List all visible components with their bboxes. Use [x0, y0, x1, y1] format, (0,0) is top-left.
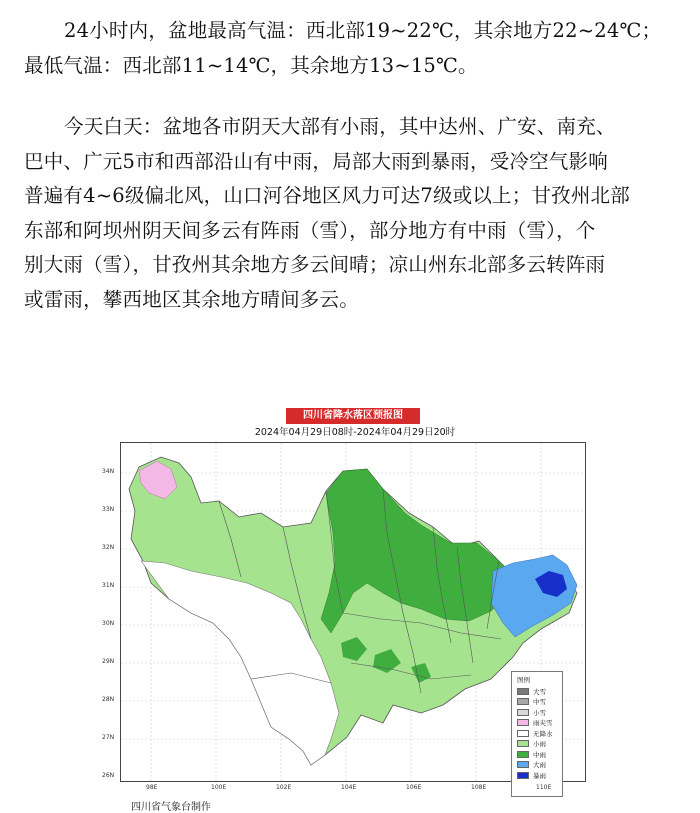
temperature-line-2: 最低气温：西北部11~14℃，其余地方13~15℃。 [24, 53, 478, 77]
legend-item: 无降水 [512, 728, 562, 739]
longitude-tick: 106E [406, 784, 422, 791]
legend-swatch [517, 698, 529, 705]
legend-swatch [517, 709, 529, 716]
map-subtitle: 2024年04月29日08时-2024年04月29日20时 [254, 427, 456, 438]
longitude-tick: 108E [471, 784, 487, 791]
latitude-tick: 33N [102, 506, 115, 513]
legend-swatch [517, 719, 529, 726]
legend-swatch [517, 688, 529, 695]
map-title: 四川省降水落区预报图 [286, 408, 420, 424]
latitude-tick: 29N [102, 658, 115, 665]
latitude-tick: 34N [102, 468, 115, 475]
legend-swatch [517, 772, 529, 779]
map-credit: 四川省气象台制作 [131, 802, 211, 813]
legend-item: 中雪 [512, 697, 562, 708]
forecast-line: 普遍有4~6级偏北风，山口河谷地区风力可达7级或以上；甘孜州北部 [24, 184, 630, 207]
latitude-tick: 31N [102, 582, 115, 589]
forecast-line: 今天白天：盆地各市阴天大部有小雨，其中达州、广安、南充、 [64, 115, 616, 138]
forecast-paragraph [24, 110, 684, 317]
legend-swatch [517, 730, 529, 737]
legend-item: 小雪 [512, 707, 562, 718]
legend-item: 小雨 [512, 739, 562, 750]
latitude-tick: 32N [102, 544, 115, 551]
longitude-tick: 98E [146, 784, 158, 791]
latitude-tick: 27N [102, 734, 115, 741]
forecast-line: 别大雨（雪），甘孜州其余地方多云间晴；凉山州东北部多云转阵雨 [24, 253, 606, 276]
forecast-line: 巴中、广元5市和西部沿山有中雨，局部大雨到暴雨，受冷空气影响 [24, 149, 608, 173]
legend-item: 大雪 [512, 686, 562, 697]
temperature-line-1: 24小时内，盆地最高气温：西北部19~22℃，其余地方22~24℃； [64, 19, 662, 42]
temperature-paragraph [24, 14, 684, 83]
legend-title: 图例 [517, 676, 530, 684]
latitude-tick: 28N [102, 696, 115, 703]
forecast-line: 或雷雨，攀西地区其余地方晴间多云。 [24, 287, 359, 311]
map-legend [511, 671, 563, 797]
precipitation-forecast-map [102, 408, 586, 813]
longitude-tick: 102E [276, 784, 292, 791]
forecast-line: 东部和阿坝州阴天间多云有阵雨（雪），部分地方有中雨（雪），个 [24, 218, 596, 242]
longitude-tick: 100E [211, 784, 227, 791]
legend-item: 中雨 [512, 749, 562, 760]
legend-item: 雨夹雪 [512, 718, 562, 729]
longitude-tick: 104E [341, 784, 357, 791]
legend-item: 暴雨 [512, 770, 562, 781]
latitude-tick: 30N [102, 620, 115, 627]
latitude-tick: 26N [102, 772, 115, 779]
legend-swatch [517, 751, 529, 758]
legend-item: 大雨 [512, 760, 562, 771]
legend-swatch [517, 761, 529, 768]
longitude-tick: 110E [536, 784, 552, 791]
legend-swatch [517, 740, 529, 747]
